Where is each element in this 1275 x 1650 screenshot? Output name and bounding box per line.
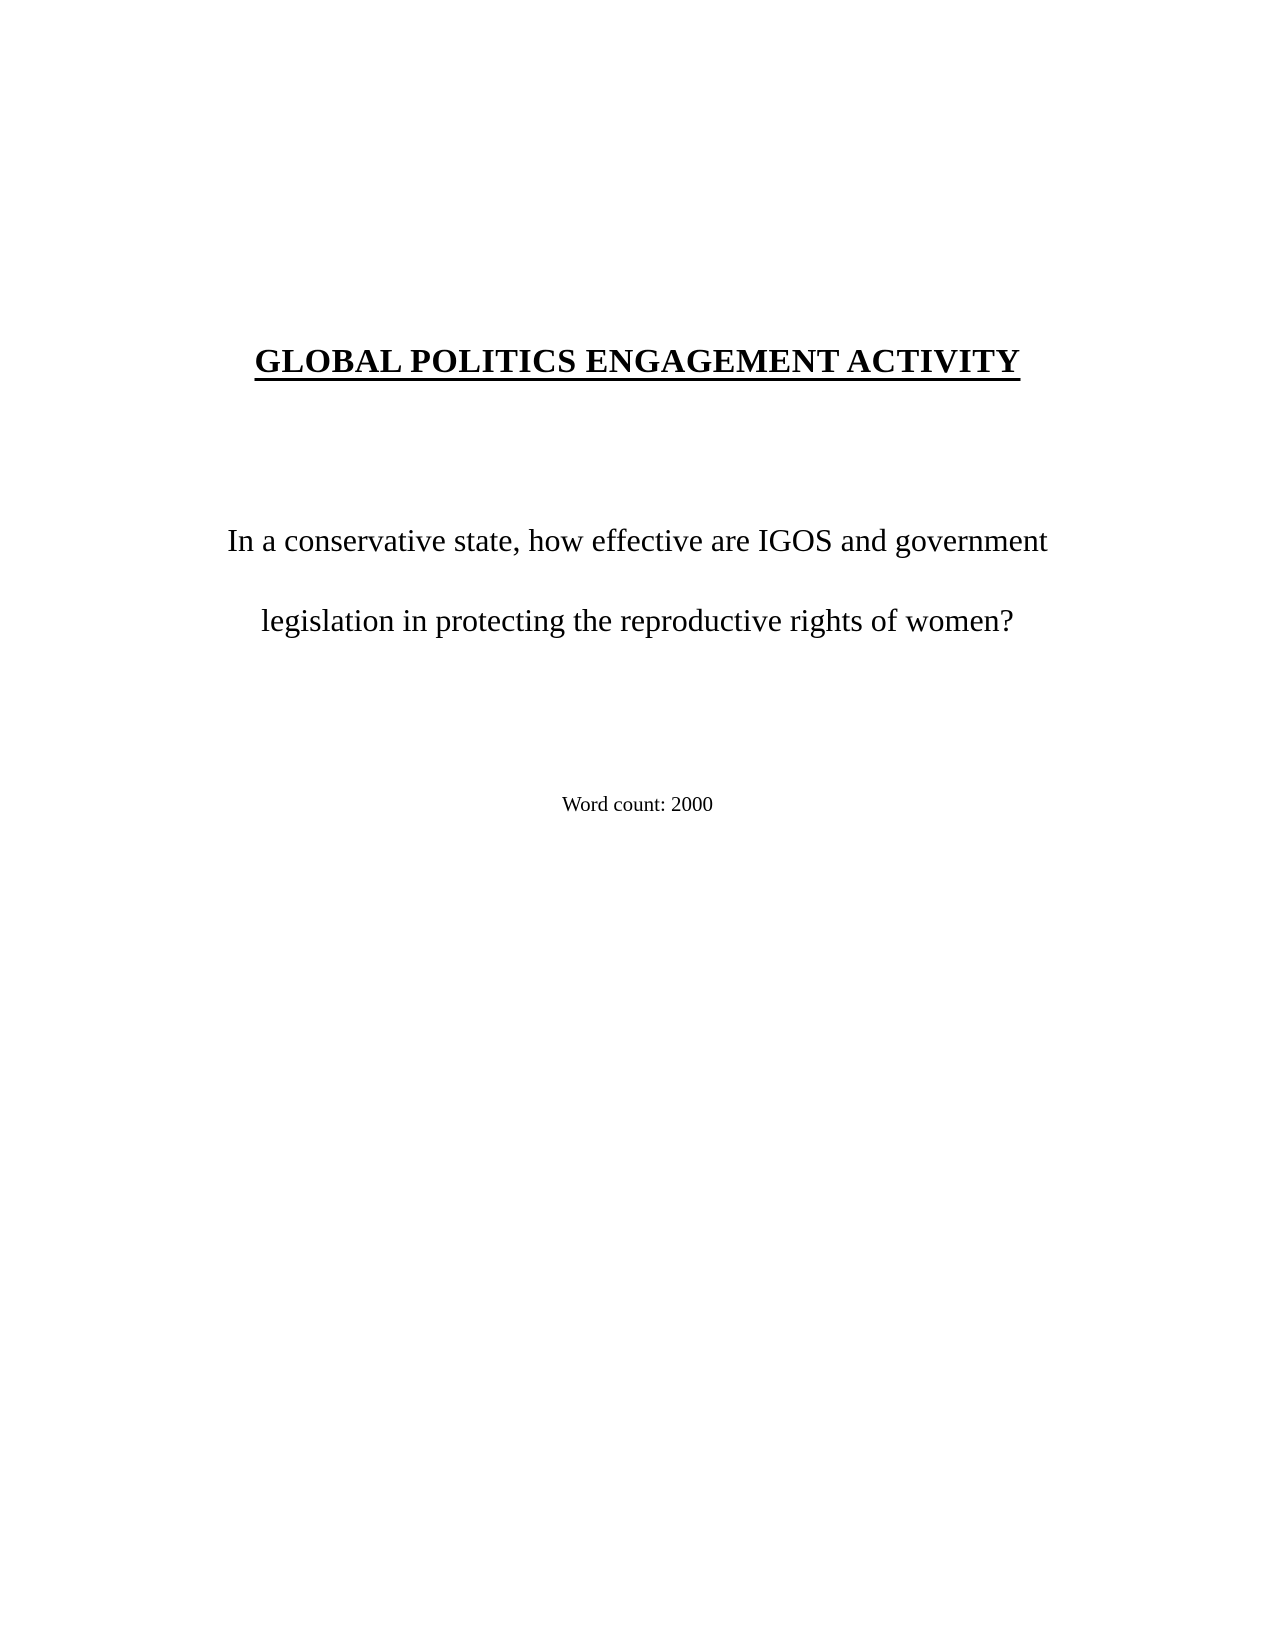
page-title: GLOBAL POLITICS ENGAGEMENT ACTIVITY (254, 343, 1021, 380)
subtitle-question (148, 500, 1128, 660)
subtitle-line-2: legislation in protecting the reproductive rights of women? (261, 602, 1014, 638)
subtitle-line-1: In a conservative state, how effective are IGOS and government (227, 522, 1048, 558)
word-count-label: Word count: 2000 (561, 792, 714, 816)
